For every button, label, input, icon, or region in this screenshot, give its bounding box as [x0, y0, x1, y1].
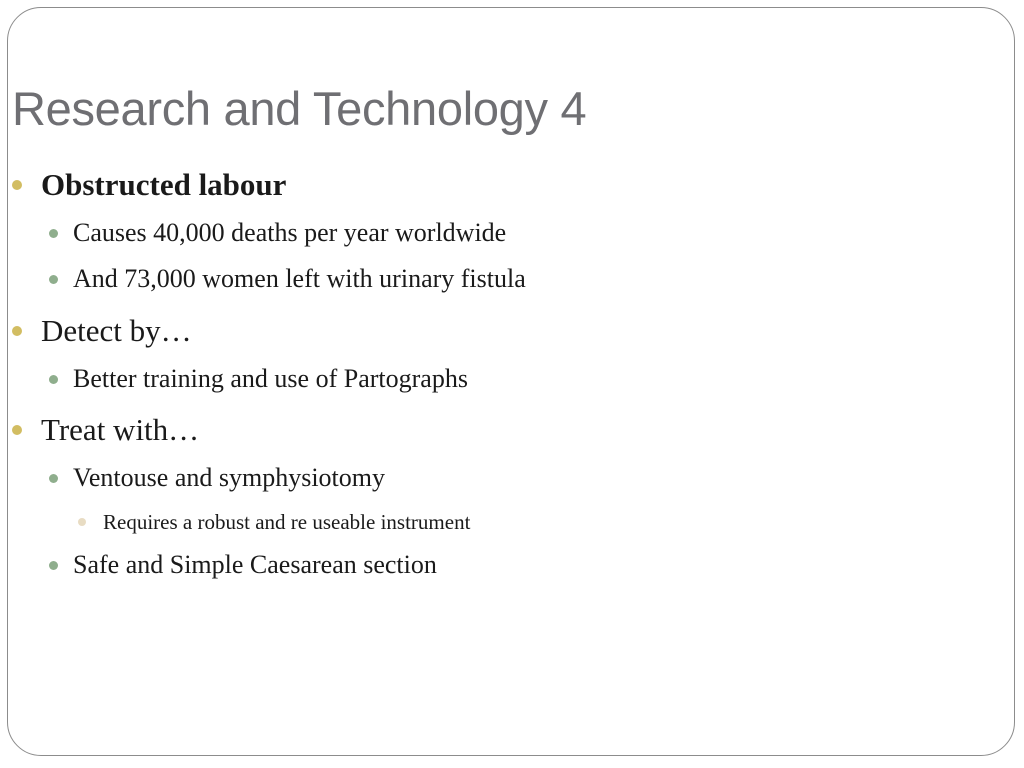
bullet-text: Treat with… — [41, 412, 200, 447]
bullet-text: Detect by… — [41, 313, 192, 348]
bullet-text: Better training and use of Partographs — [73, 364, 468, 393]
bullet-dot-icon — [78, 518, 86, 526]
sub-bullet-fistula — [49, 262, 526, 296]
sub-sub-bullet-instrument — [78, 508, 470, 536]
bullet-dot-icon — [12, 425, 22, 435]
bullet-obstructed-labour — [12, 165, 286, 205]
bullet-dot-icon — [49, 375, 58, 384]
bullet-treat-with — [12, 410, 199, 450]
bullet-dot-icon — [49, 229, 58, 238]
bullet-dot-icon — [49, 474, 58, 483]
bullet-text: Requires a robust and re useable instrument — [103, 509, 471, 534]
sub-bullet-partographs — [49, 362, 468, 396]
bullet-dot-icon — [49, 561, 58, 570]
bullet-text: Ventouse and symphysiotomy — [73, 463, 385, 492]
sub-bullet-deaths — [49, 216, 506, 250]
bullet-detect-by — [12, 311, 192, 351]
bullet-text: Obstructed labour — [41, 167, 287, 202]
slide-title: Research and Technology 4 — [12, 82, 587, 135]
bullet-dot-icon — [49, 275, 58, 284]
bullet-text: And 73,000 women left with urinary fistula — [73, 264, 526, 293]
bullet-dot-icon — [12, 180, 22, 190]
bullet-text: Causes 40,000 deaths per year worldwide — [73, 218, 507, 247]
sub-bullet-ventouse — [49, 461, 385, 495]
bullet-dot-icon — [12, 326, 22, 336]
bullet-text: Safe and Simple Caesarean section — [73, 550, 437, 579]
sub-bullet-caesarean — [49, 548, 437, 582]
